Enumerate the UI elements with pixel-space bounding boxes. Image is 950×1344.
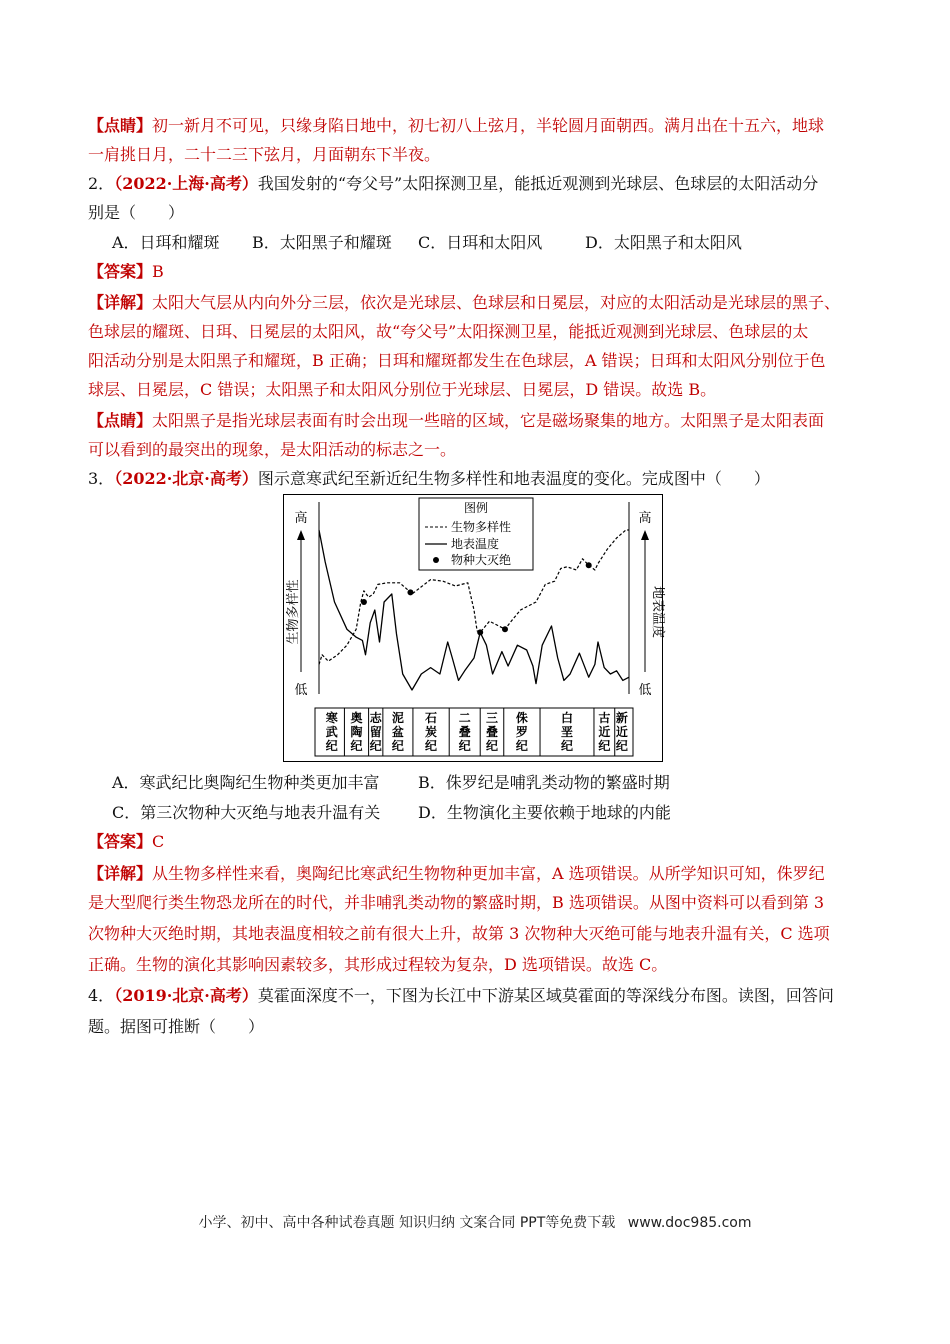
period-label-char: 奥 [350,711,363,725]
q3-detail-text: 从生物多样性来看，奥陶纪比寒武纪生物物种更加丰富，A 选项错误。从所学知识可知，侏罗纪 [152,864,825,883]
period-label-char: 纪 [458,739,471,753]
period-label-char: 纪 [560,739,574,753]
left-axis-high: 高 [294,511,308,526]
legend-item-diversity: 生物多样性 [451,520,512,534]
period-label-char: 陶 [350,725,363,739]
period-label-char: 新 [615,711,628,725]
q3-option-a[interactable]: A．寒武纪比奥陶纪生物种类更加丰富 [112,773,380,792]
period-label-char: 炭 [425,725,438,739]
period-label-char: 纪 [369,739,382,753]
legend-swatch-extinction [433,557,439,563]
q2-option-c[interactable]: C．日珥和太阳风 [418,233,543,252]
period-label-char: 二 [458,711,471,725]
legend-item-temperature: 地表温度 [451,537,500,551]
right-axis-low: 低 [638,683,652,698]
period-label-char: 三 [485,711,498,725]
answer-label: 【答案】 [88,262,153,281]
q3-detail-line2: 是大型爬行类生物恐龙所在的时代，并非哺乳类动物的繁盛时期，B 选项错误。从图中资料可以看到第 3 [88,893,825,912]
period-label-char: 泥 [391,711,404,725]
right-axis-label: 地表温度 [650,585,665,639]
q3-stem-text: 图示意寒武纪至新近纪生物多样性和地表温度的变化。完成图中（ ） [257,469,770,488]
q2-number: 2． [88,174,115,193]
q4-number: 4． [88,986,115,1005]
period-label-char: 古 [598,711,611,725]
right-axis-high: 高 [638,511,652,526]
q4-source: （2019·北京·高考） [114,986,258,1005]
period-label-char: 白 [560,711,574,725]
q3-option-c[interactable]: C．第三次物种大灭绝与地表升温有关 [112,803,381,822]
footer-link[interactable]: www.doc985.com [627,1215,752,1231]
q3-source: （2022·北京·高考） [114,469,258,488]
period-label-char: 纪 [598,739,611,753]
legend-item-extinction: 物种大灭绝 [451,553,512,567]
period-label-char: 侏 [515,711,528,725]
left-arrow-head [297,530,305,540]
q2-option-a[interactable]: A．日珥和耀斑 [112,233,220,252]
q3-detail-line3: 次物种大灭绝时期，其地表温度相较之前有很大上升，故第 3 次物种大灭绝可能与地表升温有关，C 选项 [88,924,830,943]
q2-option-d[interactable]: D．太阳黑子和太阳风 [585,233,742,252]
extinction-point [477,629,483,635]
period-label-char: 纪 [325,739,338,753]
q2-source: （2022·上海·高考） [114,174,258,193]
period-label-char: 纪 [515,739,528,753]
tip-label: 【点睛】 [88,116,153,135]
q4-stem-line1 [88,986,834,1006]
legend-title: 图例 [463,501,489,515]
q2-stem: 我国发射的“夸父号”太阳探测卫星，能抵近观测到光球层、色球层的太阳活动分 [257,174,819,193]
q4-stem-text: 莫霍面深度不一，下图为长江中下游某区域莫霍面的等深线分布图。读图，回答问 [257,986,834,1005]
period-label-char: 纪 [615,739,628,753]
q2-stem-line2: 别是（ ） [88,203,185,222]
extinction-point [502,626,508,632]
q3-detail-line4: 正确。生物的演化其影响因素较多，其形成过程较为复杂，D 选项错误。故选 C。 [88,955,668,974]
q2-detail-line4: 球层、日冕层，C 错误；太阳黑子和太阳风分别位于光球层、日冕层，D 错误。故选 B。 [88,380,717,399]
period-label-char: 石 [425,711,438,725]
answer-label: 【答案】 [88,832,153,851]
period-label-char: 纪 [485,739,498,753]
q1-tip-line2: 一肩挑日月，二十二三下弦月，月面朝东下半夜。 [88,145,441,164]
q3-stem [88,469,770,489]
period-label-char: 寒 [325,711,338,725]
q2-stem-line1 [88,174,818,194]
q3-option-b[interactable]: B．侏罗纪是哺乳类动物的繁盛时期 [418,773,670,792]
q2-detail-text: 太阳大气层从内向外分三层，依次是光球层、色球层和日冕层，对应的太阳活动是光球层的黑子、 [152,293,841,312]
left-axis-low: 低 [294,683,308,698]
q2-tip-text: 太阳黑子是指光球层表面有时会出现一些暗的区域，它是磁场聚集的地方。太阳黑子是太阳表面 [152,411,825,430]
q2-option-b[interactable]: B．太阳黑子和耀斑 [252,233,392,252]
period-label-char: 纪 [391,739,404,753]
answer-value: B [152,262,164,281]
period-label-char: 近 [615,725,628,739]
q2-tip-line1 [88,411,824,431]
detail-label: 【详解】 [88,864,153,883]
q3-detail-line1 [88,864,825,884]
q3-number: 3． [88,469,115,488]
period-label-char: 罗 [515,725,528,739]
q3-answer [88,832,164,852]
period-label-char: 近 [598,725,611,739]
detail-label: 【详解】 [88,293,153,312]
q3-option-d[interactable]: D．生物演化主要依赖于地球的内能 [418,803,671,822]
period-label-char: 纪 [425,739,438,753]
period-label-char: 叠 [485,725,498,739]
q4-stem-line2: 题。据图可推断（ ） [88,1017,265,1036]
q2-answer [88,262,164,282]
period-label-char: 武 [325,725,338,739]
q2-detail-line2: 色球层的耀斑、日珥、日冕层的太阳风，故“夸父号”太阳探测卫星，能抵近观测到光球层、色球层的太 [88,322,809,341]
q1-tip-line1 [88,116,824,136]
period-label-char: 志 [369,711,382,725]
extinction-point [407,589,413,595]
period-label-char: 垩 [560,725,574,739]
period-label-char: 留 [369,725,382,739]
answer-value: C [152,832,165,851]
period-strip [315,708,633,756]
diversity-temperature-chart [283,494,663,762]
page-footer [0,1212,950,1232]
q2-detail-line3: 阳活动分别是太阳黑子和耀斑，B 正确；日珥和耀斑都发生在色球层，A 错误；日珥和太阳风分别位于色 [88,351,826,370]
right-arrow-head [641,530,649,540]
left-axis-label: 生物多样性 [286,579,301,645]
q2-tip-line2: 可以看到的最突出的现象，是太阳活动的标志之一。 [88,440,457,459]
footer-text: 小学、初中、高中各种试卷真题 知识归纳 文案合同 PPT等免费下载 [198,1215,616,1231]
extinction-point [361,599,367,605]
period-label-char: 纪 [350,739,363,753]
q1-tip-text: 初一新月不可见，只缘身陷日地中，初七初八上弦月，半轮圆月面朝西。满月出在十五六，地球 [152,116,825,135]
q2-detail-line1 [88,293,840,313]
period-label-char: 叠 [458,725,471,739]
tip-label: 【点睛】 [88,411,153,430]
period-label-char: 盆 [391,725,404,739]
extinction-point [586,562,592,568]
